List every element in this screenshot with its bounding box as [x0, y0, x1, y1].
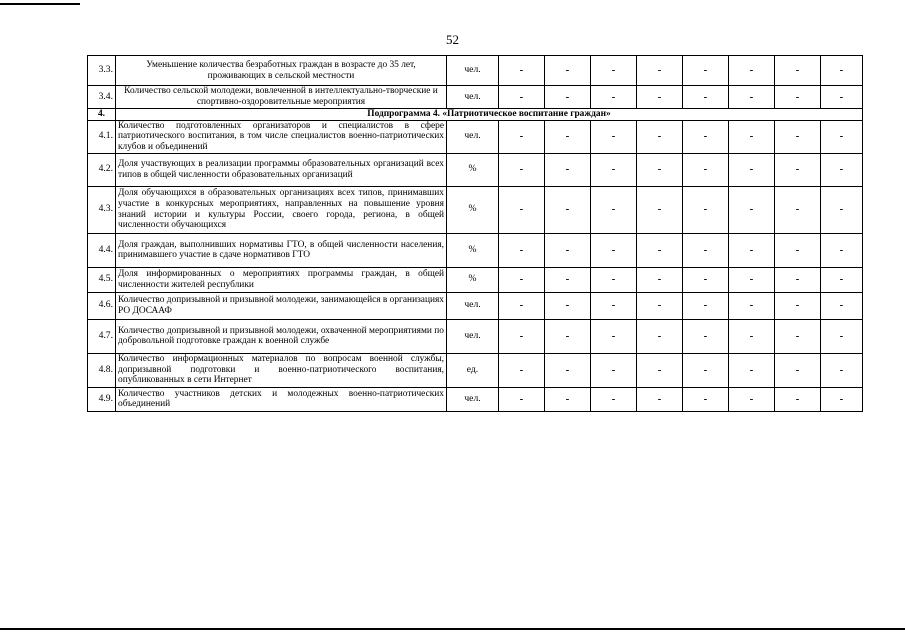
indicator-name: Доля участвующих в реализации программы образовательных организаций всех типов в общей численности образовательных организаций — [116, 153, 447, 186]
table-row — [88, 353, 863, 387]
value-cell: - — [729, 267, 775, 292]
value-cell: - — [821, 233, 863, 267]
row-number: 4.4. — [88, 233, 116, 267]
indicator-name: Уменьшение количества безработных граждан в возрасте до 35 лет, проживающих в сельской местности — [116, 56, 447, 86]
indicator-name: Количество участников детских и молодежных военно-патриотических объединений — [116, 387, 447, 411]
value-cell: - — [545, 56, 591, 86]
value-cell: - — [775, 86, 821, 109]
row-number: 4.8. — [88, 353, 116, 387]
section-title: Подпрограмма 4. «Патриотическое воспитание граждан» — [116, 109, 863, 121]
row-number: 4.7. — [88, 319, 116, 353]
indicator-name: Количество сельской молодежи, вовлеченной в интеллектуально-творческие и спортивно-оздоровительные мероприятия — [116, 86, 447, 109]
indicator-name: Доля обучающихся в образовательных организациях всех типов, принимавших участие в конкурсных мероприятиях, направленных на повышение уровня знаний истории и культуры России, своего города, региона, в общей численности обучающихся — [116, 186, 447, 233]
value-cell: - — [821, 387, 863, 411]
value-cell: - — [683, 292, 729, 319]
value-cell: - — [637, 186, 683, 233]
row-number: 4.2. — [88, 153, 116, 186]
table-row — [88, 86, 863, 109]
value-cell: - — [637, 387, 683, 411]
value-cell: - — [499, 186, 545, 233]
value-cell: - — [545, 120, 591, 153]
indicator-name: Количество подготовленных организаторов и специалистов в сфере патриотического воспитания, в том числе специалистов военно-патриотических клубов и объединений — [116, 120, 447, 153]
value-cell: - — [545, 86, 591, 109]
unit-cell: чел. — [447, 56, 499, 86]
value-cell: - — [637, 153, 683, 186]
value-cell: - — [729, 56, 775, 86]
value-cell: - — [775, 56, 821, 86]
value-cell: - — [591, 153, 637, 186]
table-row — [88, 186, 863, 233]
value-cell: - — [637, 267, 683, 292]
bottom-rule — [0, 628, 905, 630]
value-cell: - — [499, 267, 545, 292]
unit-cell: чел. — [447, 120, 499, 153]
value-cell: - — [683, 353, 729, 387]
value-cell: - — [499, 233, 545, 267]
value-cell: - — [591, 267, 637, 292]
value-cell: - — [637, 353, 683, 387]
value-cell: - — [775, 292, 821, 319]
value-cell: - — [775, 120, 821, 153]
value-cell: - — [775, 267, 821, 292]
unit-cell: % — [447, 267, 499, 292]
top-rule — [0, 3, 80, 5]
value-cell: - — [683, 120, 729, 153]
value-cell: - — [821, 120, 863, 153]
value-cell: - — [821, 319, 863, 353]
value-cell: - — [821, 353, 863, 387]
value-cell: - — [591, 56, 637, 86]
value-cell: - — [637, 233, 683, 267]
value-cell: - — [545, 319, 591, 353]
value-cell: - — [545, 292, 591, 319]
value-cell: - — [729, 353, 775, 387]
value-cell: - — [545, 353, 591, 387]
unit-cell: чел. — [447, 292, 499, 319]
row-number: 3.3. — [88, 56, 116, 86]
value-cell: - — [591, 387, 637, 411]
value-cell: - — [545, 233, 591, 267]
value-cell: - — [591, 186, 637, 233]
value-cell: - — [775, 353, 821, 387]
value-cell: - — [729, 233, 775, 267]
value-cell: - — [729, 186, 775, 233]
row-number: 4.3. — [88, 186, 116, 233]
value-cell: - — [545, 267, 591, 292]
value-cell: - — [499, 387, 545, 411]
indicator-name: Количество допризывной и призывной молодежи, занимающейся в организациях РО ДОСААФ — [116, 292, 447, 319]
value-cell: - — [821, 292, 863, 319]
table-row — [88, 319, 863, 353]
value-cell: - — [499, 153, 545, 186]
table-row — [88, 267, 863, 292]
value-cell: - — [729, 120, 775, 153]
indicator-name: Доля информированных о мероприятиях программы граждан, в общей численности жителей республики — [116, 267, 447, 292]
indicator-name: Доля граждан, выполнивших нормативы ГТО, в общей численности населения, принимавшего участие в сдаче нормативов ГТО — [116, 233, 447, 267]
unit-cell: % — [447, 233, 499, 267]
table-row — [88, 233, 863, 267]
value-cell: - — [591, 233, 637, 267]
value-cell: - — [545, 186, 591, 233]
value-cell: - — [775, 387, 821, 411]
indicator-name: Количество информационных материалов по вопросам военной службы, допризывной подготовки и военно-патриотического воспитания, опубликованных в сети Интернет — [116, 353, 447, 387]
row-number: 4.6. — [88, 292, 116, 319]
value-cell: - — [499, 319, 545, 353]
value-cell: - — [591, 292, 637, 319]
value-cell: - — [637, 86, 683, 109]
value-cell: - — [499, 292, 545, 319]
section-row — [88, 109, 863, 121]
value-cell: - — [775, 186, 821, 233]
value-cell: - — [729, 86, 775, 109]
value-cell: - — [821, 153, 863, 186]
unit-cell: % — [447, 186, 499, 233]
value-cell: - — [683, 86, 729, 109]
value-cell: - — [683, 153, 729, 186]
value-cell: - — [683, 319, 729, 353]
value-cell: - — [821, 267, 863, 292]
indicator-name: Количество допризывной и призывной молодежи, охваченной мероприятиями по добровольной подготовке граждан к военной службе — [116, 319, 447, 353]
value-cell: - — [591, 353, 637, 387]
value-cell: - — [683, 186, 729, 233]
value-cell: - — [499, 86, 545, 109]
value-cell: - — [821, 186, 863, 233]
row-number: 4.5. — [88, 267, 116, 292]
row-number: 4.9. — [88, 387, 116, 411]
value-cell: - — [637, 120, 683, 153]
value-cell: - — [591, 86, 637, 109]
row-number: 4.1. — [88, 120, 116, 153]
value-cell: - — [729, 319, 775, 353]
value-cell: - — [499, 353, 545, 387]
unit-cell: чел. — [447, 387, 499, 411]
unit-cell: чел. — [447, 319, 499, 353]
table-row — [88, 292, 863, 319]
row-number: 3.4. — [88, 86, 116, 109]
value-cell: - — [545, 387, 591, 411]
value-cell: - — [729, 387, 775, 411]
value-cell: - — [683, 56, 729, 86]
value-cell: - — [545, 153, 591, 186]
value-cell: - — [683, 387, 729, 411]
value-cell: - — [821, 56, 863, 86]
value-cell: - — [729, 292, 775, 319]
table-row — [88, 153, 863, 186]
value-cell: - — [637, 292, 683, 319]
value-cell: - — [591, 120, 637, 153]
value-cell: - — [637, 56, 683, 86]
unit-cell: чел. — [447, 86, 499, 109]
table-row — [88, 120, 863, 153]
table-row — [88, 56, 863, 86]
value-cell: - — [683, 267, 729, 292]
value-cell: - — [775, 153, 821, 186]
indicators-table — [87, 55, 863, 412]
unit-cell: % — [447, 153, 499, 186]
value-cell: - — [591, 319, 637, 353]
page-number: 52 — [446, 32, 459, 47]
value-cell: - — [637, 319, 683, 353]
value-cell: - — [499, 120, 545, 153]
table-row — [88, 387, 863, 411]
value-cell: - — [821, 86, 863, 109]
value-cell: - — [683, 233, 729, 267]
value-cell: - — [499, 56, 545, 86]
value-cell: - — [775, 233, 821, 267]
unit-cell: ед. — [447, 353, 499, 387]
value-cell: - — [775, 319, 821, 353]
section-number: 4. — [88, 109, 116, 121]
value-cell: - — [729, 153, 775, 186]
